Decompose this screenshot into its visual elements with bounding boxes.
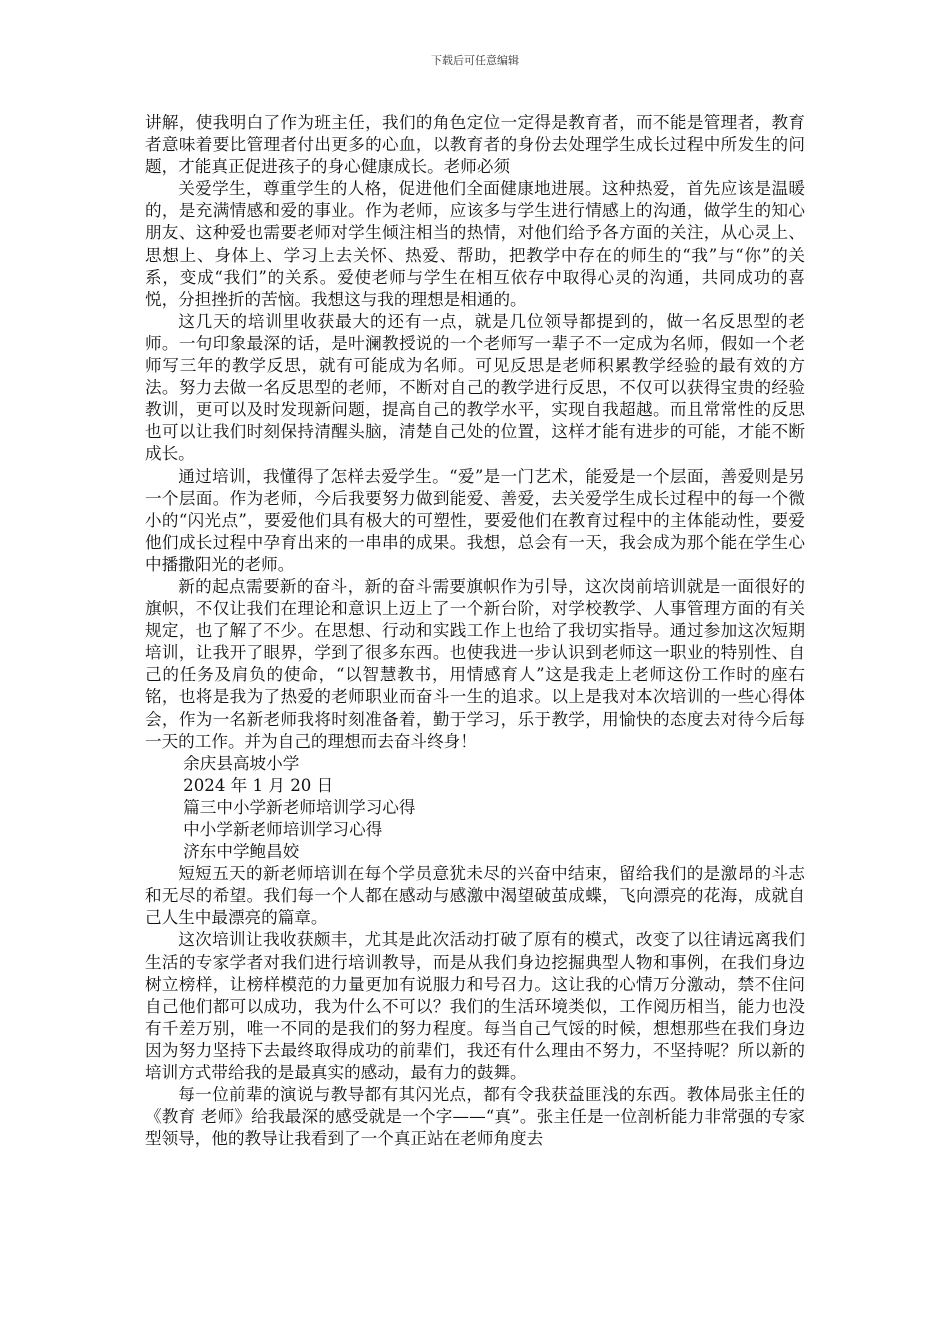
paragraph: 新的起点需要新的奋斗，新的奋斗需要旗帜作为引导，这次岗前培训就是一面很好的旗帜，不仅让我们在理论和意识上迈上了一个新台阶，对学校教学、人事管理方面的有关规定，也了解了不少。在思想、行动和实践工作上也给了我切实指导。通过参加这次短期培训，让我开了眼界，学到了很多东西。也使我进一步认识到老师这一职业的特别性、自己的任务及肩负的使命，“以智慧教书，用情感育人”这是我走上老师这份工作时的座右铭，也将是我为了热爱的老师职业而奋斗一生的追求。以上是我对本次培训的一些心得体会，作为一名新老师我将时刻准备着，勤于学习，乐于教学，用愉快的态度去对待今后每一天的工作。并为自己的理想而去奋斗终身！ [145, 576, 805, 751]
paragraph: 这几天的培训里收获最大的还有一点，就是几位领导都提到的，做一名反思型的老师。一句印象最深的话，是叶澜教授说的一个老师写一辈子不一定成为名师，假如一个老师写三年的教学反思，就有可能成为名师。可见反思是老师积累教学经验的最有效的方法。努力去做一名反思型的老师，不断对自己的教学进行反思，不仅可以获得宝贵的经验教训，更可以及时发现新问题，提高自己的教学水平，实现自我超越。而且常常性的反思也可以让我们时刻保持清醒头脑，清楚自己处的位置，这样才能有进步的可能，才能不断成长。 [145, 311, 805, 464]
page-header: 下载后可任意编辑 [431, 54, 519, 67]
date-line: 2024 年 1 月 20 日 [183, 775, 334, 795]
paragraph: 每一位前辈的演说与教导都有其闪光点，都有令我获益匪浅的东西。教体局张主任的《教育 老师》给我最深的感受就是一个字——“真”。张主任是一位剖析能力非常强的专家型领导，他的教导让我看到了一个真正站在老师角度去 [145, 1085, 805, 1149]
paragraph: 讲解，使我明白了作为班主任，我们的角色定位一定得是教育者，而不能是管理者，教育者意味着要比管理者付出更多的心血，以教育者的身份去处理学生成长过程中所发生的问题，才能真正促进孩子的身心健康成长。老师必须 [145, 113, 805, 177]
paragraph: 这次培训让我收获颇丰，尤其是此次活动打破了原有的模式，改变了以往请远离我们生活的专家学者对我们进行培训教导，而是从我们身边挖掘典型人物和事例，在我们身边树立榜样，让榜样模范的力量更加有说服力和号召力。这让我的心情万分激动，禁不住问自己他们都可以成功，我为什么不可以？我们的生活环境类似，工作阅历相当，能力也没有千差万别，唯一不同的是我们的努力程度。每当自己气馁的时候，想想那些在我们身边因为努力坚持下去最终取得成功的前辈们，我还有什么理由不努力，不坚持呢？所以新的培训方式带给我的是最真实的感动，最有力的鼓舞。 [145, 930, 805, 1083]
author-line: 济东中学鲍昌姣 [183, 842, 300, 862]
paragraph: 短短五天的新老师培训在每个学员意犹未尽的兴奋中结束，留给我们的是激昂的斗志和无尽的希望。我们每一个人都在感动与感激中渴望破茧成蝶，飞向漂亮的花海，成就自己人生中最漂亮的篇章。 [145, 864, 805, 928]
paragraph: 关爱学生，尊重学生的人格，促进他们全面健康地进展。这种热爱，首先应该是温暖的，是充满情感和爱的事业。作为老师，应该多与学生进行情感上的沟通，做学生的知心朋友、这种爱也需要老师对学生倾注相当的热情，对他们给予各方面的关注，从心灵上、思想上、身体上、学习上去关怀、热爱、帮助，把教学中存在的师生的“我”与“你”的关系，变成“我们”的关系。爱使老师与学生在相互依存中取得心灵的沟通，共同成功的喜悦，分担挫折的苦恼。我想这与我的理想是相通的。 [145, 179, 805, 309]
article-title: 中小学新老师培训学习心得 [183, 820, 383, 839]
paragraph: 通过培训，我懂得了怎样去爱学生。“爱”是一门艺术，能爱是一个层面，善爱则是另一个层面。作为老师，今后我要努力做到能爱、善爱，去关爱学生成长过程中的每一个微小的“闪光点”，要爱他们具有极大的可塑性，要爱他们在教育过程中的主体能动性，要爱他们成长过程中孕育出来的一串串的成果。我想，总会有一天，我会成为那个能在学生心中播撒阳光的老师。 [145, 466, 805, 574]
document-body [145, 112, 805, 1150]
section-title: 篇三中小学新老师培训学习心得 [183, 797, 416, 817]
school-name: 余庆县高坡小学 [183, 753, 300, 773]
